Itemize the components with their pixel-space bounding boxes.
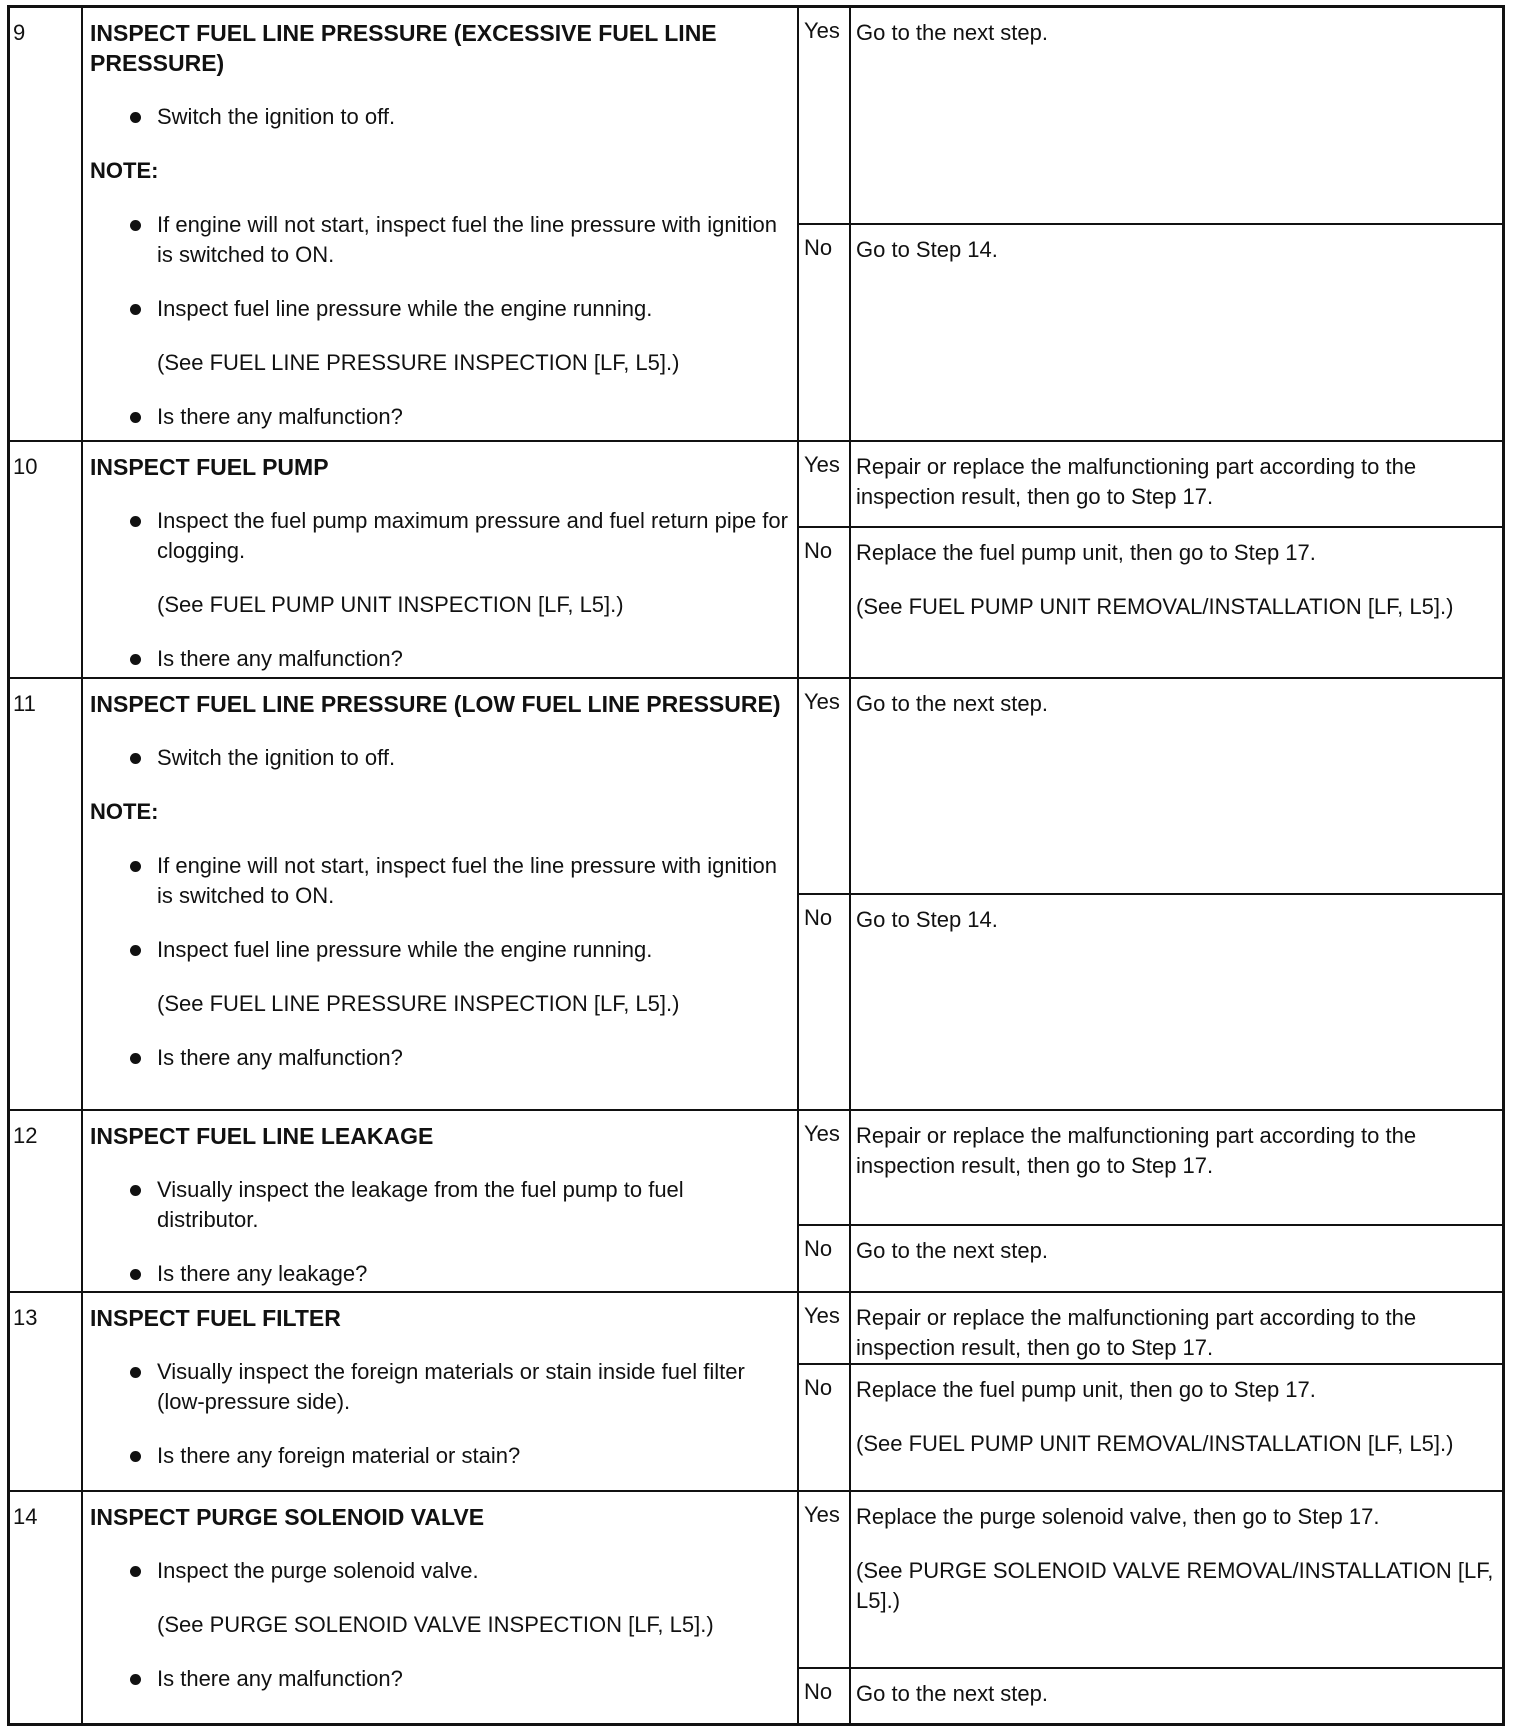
result-yes: [799, 679, 1502, 895]
yes-label: Yes: [799, 1293, 851, 1363]
step-number: 10: [10, 442, 83, 677]
step-number: 12: [10, 1111, 83, 1291]
no-label: No: [799, 1365, 851, 1490]
question-item: Is there any malfunction?: [90, 644, 789, 674]
result-no: [799, 225, 1502, 440]
note-label: NOTE:: [90, 799, 159, 824]
step-row-9: [10, 8, 1502, 442]
bullet-item: If engine will not start, inspect fuel the line pressure with ignition is switched to ON.: [90, 210, 789, 270]
action-text: Go to Step 14.: [856, 237, 998, 262]
reference-text: (See FUEL PUMP UNIT REMOVAL/INSTALLATION [LF, L5].): [856, 1431, 1454, 1456]
yes-label: Yes: [799, 679, 851, 893]
result-no: [799, 895, 1502, 1109]
question-item: Is there any leakage?: [90, 1259, 789, 1289]
step-row-10: [10, 442, 1502, 679]
step-row-14: [10, 1492, 1502, 1723]
action-text: Repair or replace the malfunctioning part according to the inspection result, then go to Step 17.: [856, 1305, 1417, 1360]
result-no: [799, 1365, 1502, 1490]
bullet-item: Inspect the purge solenoid valve.: [90, 1556, 789, 1586]
step-row-12: [10, 1111, 1502, 1293]
action-text: Go to the next step.: [856, 691, 1049, 716]
bullet-item: Inspect fuel line pressure while the engine running.: [90, 294, 789, 324]
result-no: [799, 1226, 1502, 1291]
step-row-13: [10, 1293, 1502, 1492]
action-text: Repair or replace the malfunctioning part according to the inspection result, then go to Step 17.: [856, 454, 1417, 509]
bullet-item: Inspect fuel line pressure while the engine running.: [90, 935, 789, 965]
reference-text: (See FUEL PUMP UNIT INSPECTION [LF, L5].): [157, 592, 624, 617]
step-row-11: [10, 679, 1502, 1111]
result-yes: [799, 1111, 1502, 1226]
step-title: INSPECT FUEL LINE LEAKAGE: [90, 1123, 434, 1149]
no-label: No: [799, 1669, 851, 1723]
no-label: No: [799, 528, 851, 677]
question-item: Is there any malfunction?: [90, 1664, 789, 1694]
bullet-item: Inspect the fuel pump maximum pressure and fuel return pipe for clogging.: [90, 506, 789, 566]
step-title: INSPECT PURGE SOLENOID VALVE: [90, 1504, 485, 1530]
no-label: No: [799, 1226, 851, 1291]
bullet-item: Visually inspect the leakage from the fuel pump to fuel distributor.: [90, 1175, 789, 1235]
reference-text: (See FUEL LINE PRESSURE INSPECTION [LF, L5].): [157, 991, 680, 1016]
bullet-item: If engine will not start, inspect fuel the line pressure with ignition is switched to ON.: [90, 851, 789, 911]
yes-action: [851, 1492, 1502, 1616]
no-action: [851, 1226, 1502, 1266]
step-procedure: [83, 1293, 799, 1490]
no-action: [851, 225, 1502, 265]
no-action: [851, 895, 1502, 935]
action-text: Go to the next step.: [856, 1238, 1049, 1263]
yes-action: [851, 442, 1502, 512]
result-yes: [799, 1492, 1502, 1669]
reference-text: (See FUEL LINE PRESSURE INSPECTION [LF, L5].): [157, 350, 680, 375]
no-label: No: [799, 895, 851, 1109]
no-action: [851, 1669, 1502, 1709]
bullet-item: Visually inspect the foreign materials or stain inside fuel filter (low-pressure side).: [90, 1357, 789, 1417]
step-title: INSPECT FUEL FILTER: [90, 1305, 341, 1331]
yes-action: [851, 8, 1502, 48]
action-text: Go to the next step.: [856, 20, 1049, 45]
reference-text: (See FUEL PUMP UNIT REMOVAL/INSTALLATION [LF, L5].): [856, 594, 1454, 619]
yes-action: [851, 1293, 1502, 1363]
action-text: Go to Step 14.: [856, 907, 998, 932]
yes-label: Yes: [799, 1492, 851, 1667]
step-procedure: [83, 1492, 799, 1723]
yes-action: [851, 679, 1502, 719]
result-no: [799, 1669, 1502, 1723]
reference-text: (See PURGE SOLENOID VALVE INSPECTION [LF, L5].): [157, 1612, 714, 1637]
question-item: Is there any malfunction?: [90, 1043, 789, 1073]
result-yes: [799, 8, 1502, 225]
action-text: Repair or replace the malfunctioning part according to the inspection result, then go to Step 17.: [856, 1123, 1417, 1178]
yes-label: Yes: [799, 1111, 851, 1224]
diagnostic-procedure-table: [7, 5, 1505, 1726]
result-no: [799, 528, 1502, 677]
yes-label: Yes: [799, 8, 851, 223]
question-item: Is there any malfunction?: [90, 402, 789, 432]
step-number: 9: [10, 8, 83, 440]
action-text: Replace the fuel pump unit, then go to Step 17.: [856, 540, 1316, 565]
step-number: 14: [10, 1492, 83, 1723]
action-text: Replace the fuel pump unit, then go to Step 17.: [856, 1377, 1316, 1402]
yes-label: Yes: [799, 442, 851, 526]
step-procedure: [83, 679, 799, 1109]
yes-action: [851, 1111, 1502, 1181]
no-action: [851, 528, 1502, 622]
action-text: Go to the next step.: [856, 1681, 1049, 1706]
no-label: No: [799, 225, 851, 440]
note-label: NOTE:: [90, 158, 159, 183]
bullet-item: Switch the ignition to off.: [90, 102, 789, 132]
step-title: INSPECT FUEL LINE PRESSURE (EXCESSIVE FUEL LINE PRESSURE): [90, 20, 717, 76]
question-item: Is there any foreign material or stain?: [90, 1441, 789, 1471]
result-yes: [799, 1293, 1502, 1365]
no-action: [851, 1365, 1502, 1459]
action-text: Replace the purge solenoid valve, then go to Step 17.: [856, 1504, 1380, 1529]
step-procedure: [83, 8, 799, 440]
step-number: 11: [10, 679, 83, 1109]
step-procedure: [83, 442, 799, 677]
bullet-item: Switch the ignition to off.: [90, 743, 789, 773]
step-procedure: [83, 1111, 799, 1291]
reference-text: (See PURGE SOLENOID VALVE REMOVAL/INSTALLATION [LF, L5].): [856, 1558, 1494, 1613]
step-title: INSPECT FUEL PUMP: [90, 454, 329, 480]
step-number: 13: [10, 1293, 83, 1490]
result-yes: [799, 442, 1502, 528]
step-title: INSPECT FUEL LINE PRESSURE (LOW FUEL LINE PRESSURE): [90, 691, 781, 717]
